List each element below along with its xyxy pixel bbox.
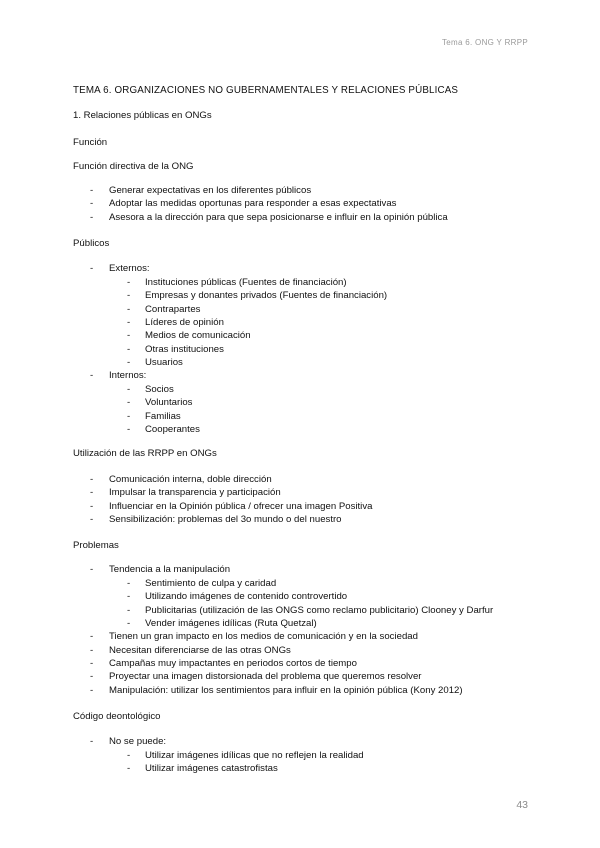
list-item: Utilizar imágenes idílicas que no reflejen la realidad [145,750,364,761]
subheading-codigo: Código deontológico [73,711,161,722]
list-item: Necesitan diferenciarse de las otras ONGs [109,644,291,656]
group-label-internos: Internos: [109,370,147,382]
list-item: Otras instituciones [145,343,224,355]
list-item: Medios de comunicación [145,330,251,342]
list-item: Socios [145,383,174,395]
list-item: Generar expectativas en los diferentes públicos [109,185,312,196]
bullet-dash: - [90,514,94,526]
group-label-externos: Externos: [109,263,150,274]
subheading-funcion: Función [73,137,108,148]
subheading-funcion-directiva: Función directiva de la ONG [73,161,194,172]
list-item: Empresas y donantes privados (Fuentes de financiación) [145,290,388,302]
bullet-dash: - [127,578,131,589]
subheading-utilizacion: Utilización de las RRPP en ONGs [73,448,217,459]
bullet-dash: - [127,383,131,395]
list-item: Utilizando imágenes de contenido controvertido [145,591,348,603]
list-item: Utilizar imágenes catastrofistas [145,763,278,775]
bullet-dash: - [90,736,94,747]
list-item: Cooperantes [145,423,200,435]
bullet-dash: - [127,303,131,315]
bullet-dash: - [127,750,131,761]
bullet-dash: - [90,658,94,670]
list-item: Comunicación interna, doble dirección [109,474,272,485]
bullet-dash: - [127,591,131,603]
list-item: Instituciones públicas (Fuentes de financiación) [145,277,347,288]
bullet-dash: - [90,631,94,643]
bullet-dash: - [90,211,94,223]
bullet-dash: - [90,370,94,382]
list-item: Tienen un gran impacto en los medios de comunicación y en la sociedad [109,631,418,643]
bullet-dash: - [127,317,131,329]
group-label-tendencia: Tendencia a la manipulación [109,564,231,575]
list-item: Voluntarios [145,397,193,409]
bullet-dash: - [127,423,131,435]
bullet-dash: - [90,487,94,499]
section-heading: 1. Relaciones públicas en ONGs [73,110,212,121]
bullet-dash: - [127,618,131,630]
page-number: 43 [516,799,528,811]
running-header: Tema 6. ONG Y RRPP [441,38,528,47]
bullet-dash: - [90,684,94,696]
bullet-dash: - [90,474,94,485]
bullet-dash: - [90,263,94,274]
bullet-dash: - [127,277,131,288]
chapter-title: TEMA 6. ORGANIZACIONES NO GUBERNAMENTALES Y RELACIONES PÚBLICAS [73,85,459,96]
list-item: Sentimiento de culpa y caridad [145,578,277,589]
list-item: Impulsar la transparencia y participación [109,487,281,499]
list-item: Vender imágenes idílicas (Ruta Quetzal) [145,618,317,630]
list-item: Influenciar en la Opinión pública / ofrecer una imagen Positiva [109,500,373,512]
list-item: Manipulación: utilizar los sentimientos para influir en la opinión pública (Kony 2012) [109,684,463,696]
bullet-dash: - [127,330,131,342]
list-item: Líderes de opinión [145,317,224,329]
list-item: Adoptar las medidas oportunas para responder a esas expectativas [109,198,397,210]
bullet-dash: - [90,198,94,210]
bullet-dash: - [127,604,131,616]
bullet-dash: - [127,343,131,355]
list-item: Asesora a la dirección para que sepa posicionarse e influir en la opinión pública [109,211,448,223]
bullet-dash: - [127,290,131,302]
bullet-dash: - [127,397,131,409]
bullet-dash: - [90,185,94,196]
bullet-dash: - [127,410,131,422]
bullet-dash: - [90,671,94,683]
list-item: Usuarios [145,357,183,369]
bullet-dash: - [90,564,94,575]
list-item: Publicitarias (utilización de las ONGS como reclamo publicitario) Clooney y Darfur [145,604,494,616]
subheading-problemas: Problemas [73,540,119,551]
bullet-dash: - [127,763,131,775]
list-item: Campañas muy impactantes en periodos cortos de tiempo [109,658,357,670]
group-label-no-se-puede: No se puede: [109,736,167,747]
list-item: Contrapartes [145,303,201,315]
list-item: Sensibilización: problemas del 3o mundo o del nuestro [109,514,342,526]
list-item: Proyectar una imagen distorsionada del problema que queremos resolver [109,671,422,683]
bullet-dash: - [90,500,94,512]
bullet-dash: - [90,644,94,656]
subheading-publicos: Públicos [73,238,110,249]
bullet-dash: - [127,357,131,369]
list-item: Familias [145,410,181,422]
